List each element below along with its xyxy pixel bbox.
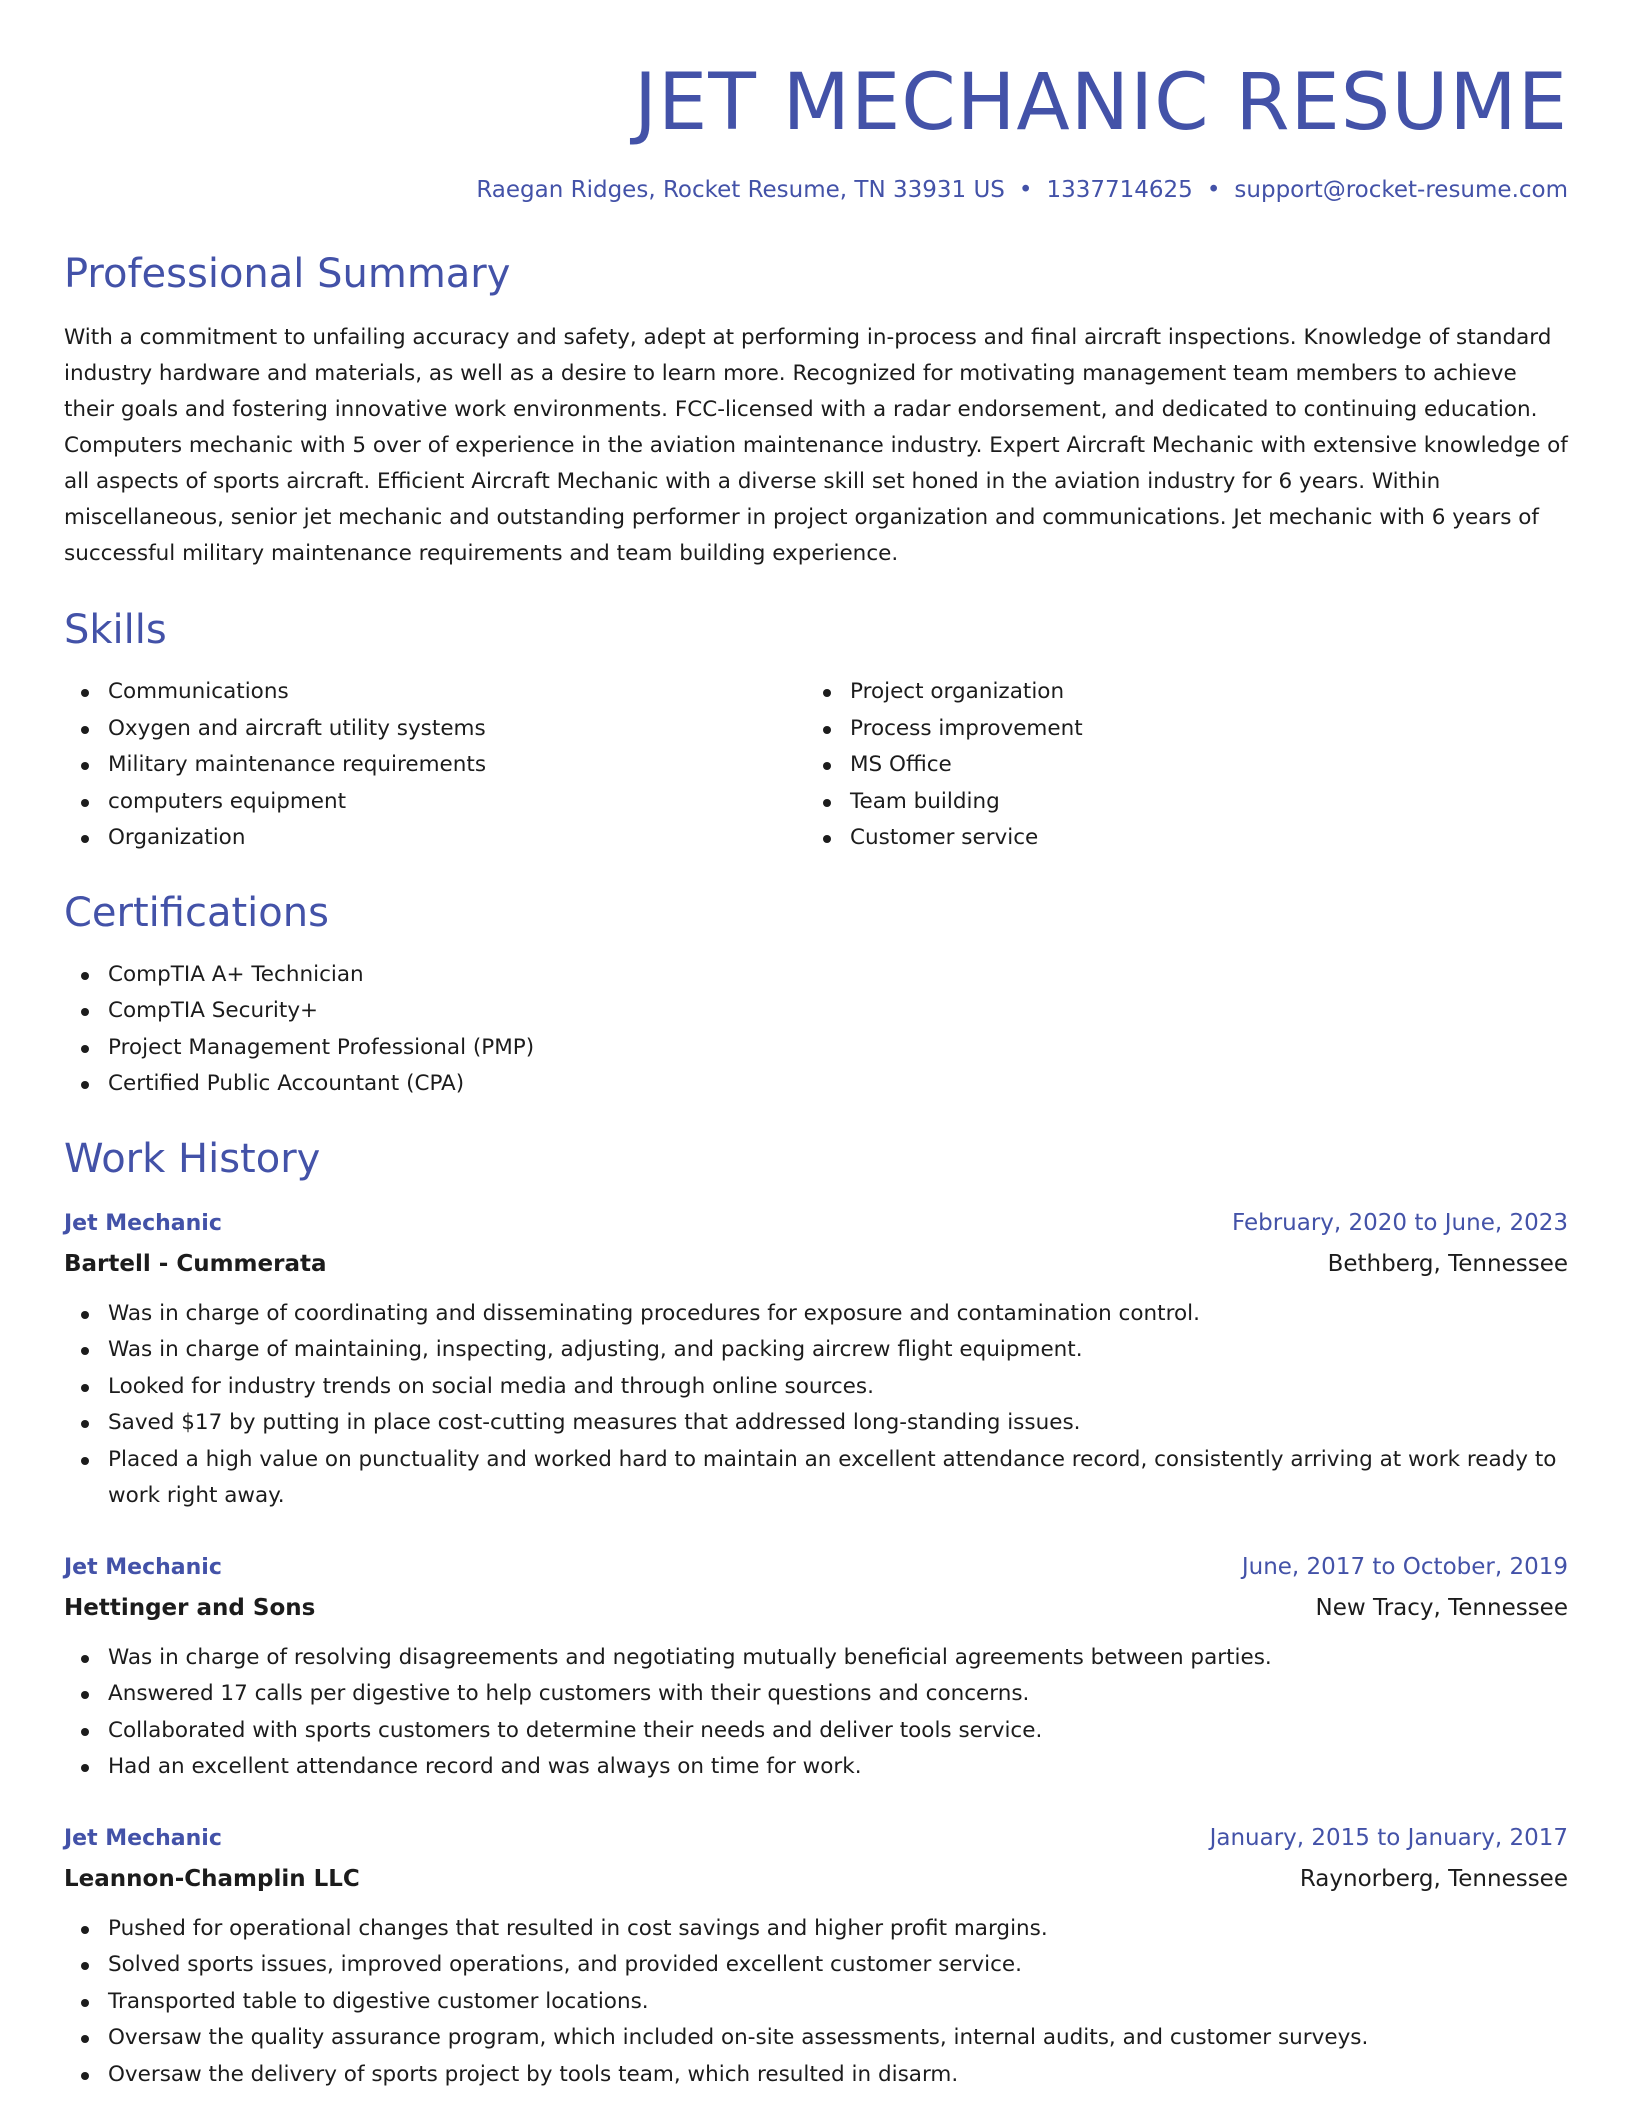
job-title: Jet Mechanic (64, 1554, 222, 1580)
job-bullet: Collaborated with sports customers to determine their needs and deliver tools service. (64, 1713, 1568, 1750)
job-dates: January, 2015 to January, 2017 (1209, 1824, 1568, 1851)
job-bullet: Looked for industry trends on social media and through online sources. (64, 1369, 1568, 1406)
job-bullet: Oversaw the quality assurance program, which included on-site assessments, internal audits, and customer surveys. (64, 2020, 1568, 2057)
contact-phone: 1337714625 (1046, 177, 1193, 203)
skills-heading: Skills (64, 607, 167, 653)
job-bullet: Was in charge of maintaining, inspecting, adjusting, and packing aircrew flight equipment. (64, 1332, 1568, 1369)
job-bullets (64, 1296, 1568, 1515)
job-title: Jet Mechanic (64, 1825, 222, 1851)
job-company: Leannon-Champlin LLC (64, 1865, 360, 1892)
job-entry (64, 1547, 1568, 1786)
resume-title: JET MECHANIC RESUME (633, 58, 1568, 148)
certification-item: CompTIA Security+ (64, 993, 1568, 1030)
skill-item: MS Office (806, 747, 1548, 784)
job-company: Hettinger and Sons (64, 1594, 316, 1621)
certification-item: CompTIA A+ Technician (64, 957, 1568, 994)
skills-list-left (64, 674, 806, 857)
contact-line (64, 179, 1568, 202)
job-bullet: Was in charge of coordinating and disseminating procedures for exposure and contamination control. (64, 1296, 1568, 1333)
job-bullet: Was in charge of resolving disagreements and negotiating mutually beneficial agreements between parties. (64, 1640, 1568, 1677)
skill-item: Team building (806, 784, 1548, 821)
job-title: Jet Mechanic (64, 1210, 222, 1236)
job-location: Bethberg, Tennessee (1327, 1250, 1568, 1277)
certifications-heading: Certifications (64, 889, 329, 936)
contact-address: Raegan Ridges, Rocket Resume, TN 33931 US (476, 177, 1005, 203)
job-bullet: Had an excellent attendance record and was always on time for work. (64, 1749, 1568, 1786)
skills-list-right (806, 674, 1548, 857)
resume-page (64, 0, 1568, 2093)
work-history-heading: Work History (64, 1135, 321, 1182)
job-dates: February, 2020 to June, 2023 (1231, 1209, 1568, 1236)
job-bullet: Answered 17 calls per digestive to help customers with their questions and concerns. (64, 1676, 1568, 1713)
job-bullet: Saved $17 by putting in place cost-cutting measures that addressed long-standing issues. (64, 1405, 1568, 1442)
job-location: New Tracy, Tennessee (1315, 1594, 1568, 1621)
skill-item: Customer service (806, 820, 1548, 857)
job-bullet: Pushed for operational changes that resulted in cost savings and higher profit margins. (64, 1911, 1568, 1948)
skill-item: Project organization (806, 674, 1548, 711)
job-bullets (64, 1911, 1568, 2094)
job-entry (64, 1818, 1568, 2094)
skill-item: Organization (64, 820, 806, 857)
certifications-list (64, 957, 1568, 1103)
contact-separator: • (1206, 177, 1221, 203)
skill-item: Communications (64, 674, 806, 711)
skill-item: Military maintenance requirements (64, 747, 806, 784)
contact-email: support@rocket-resume.com (1234, 177, 1568, 203)
job-company: Bartell - Cummerata (64, 1250, 327, 1277)
certification-item: Certified Public Accountant (CPA) (64, 1066, 1568, 1103)
job-bullet: Placed a high value on punctuality and worked hard to maintain an excellent attendance record, consistently arriving at work ready to work right away. (64, 1442, 1568, 1515)
job-bullets (64, 1640, 1568, 1786)
skill-item: computers equipment (64, 784, 806, 821)
job-dates: June, 2017 to October, 2019 (1241, 1553, 1568, 1580)
contact-separator: • (1018, 177, 1033, 203)
summary-text: With a commitment to unfailing accuracy and safety, adept at performing in-process and final aircraft inspections. Knowledge of standard industry hardware and materials, as well as a desire to learn more. Recognized for motivating management team members to achieve their goals and fostering innovative work environments. FCC-licensed with a radar endorsement, and dedicated to continuing education. Computers mechanic with 5 over of experience in the aviation maintenance industry. Expert Aircraft Mechanic with extensive knowledge of all aspects of sports aircraft. Efficient Aircraft Mechanic with a diverse skill set honed in the aviation industry for 6 years. Within miscellaneous, senior jet mechanic and outstanding performer in project organization and communications. Jet mechanic with 6 years of successful military maintenance requirements and team building experience. (64, 325, 1568, 566)
job-bullet: Oversaw the delivery of sports project by tools team, which resulted in disarm. (64, 2057, 1568, 2094)
job-bullet: Transported table to digestive customer locations. (64, 1984, 1568, 2021)
certification-item: Project Management Professional (PMP) (64, 1030, 1568, 1067)
job-entry (64, 1203, 1568, 1515)
job-location: Raynorberg, Tennessee (1299, 1865, 1568, 1892)
skills-columns (64, 674, 1568, 857)
skill-item: Oxygen and aircraft utility systems (64, 711, 806, 748)
job-bullet: Solved sports issues, improved operations, and provided excellent customer service. (64, 1947, 1568, 1984)
skill-item: Process improvement (806, 711, 1548, 748)
summary-heading: Professional Summary (64, 251, 511, 297)
